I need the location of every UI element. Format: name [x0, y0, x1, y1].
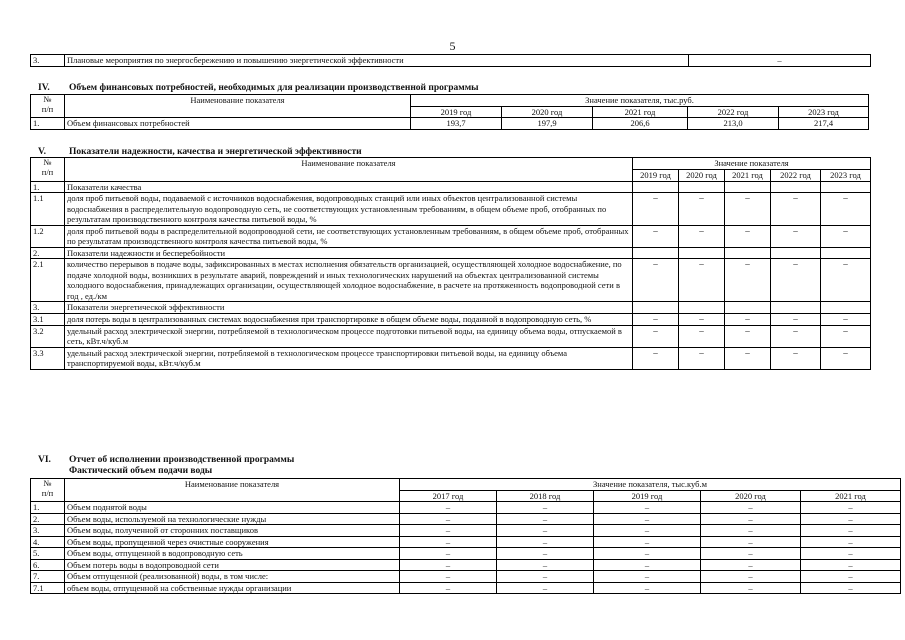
s5-header-value: Значение показателя: [633, 158, 871, 170]
s6-year-0: 2017 год: [400, 490, 497, 502]
s5-row-value: –: [821, 225, 871, 247]
s5-row-label: удельный расход электрической энергии, потребляемой в технологическом процессе подготовки питьевой воды, на единицу объема воды, отпускаемой в сеть, кВт.ч/куб.м: [65, 325, 633, 347]
s5-empty-cell: [771, 302, 821, 314]
table-row: [31, 225, 871, 247]
s6-row-value: –: [594, 559, 701, 571]
s5-empty-cell: [679, 247, 725, 259]
section-6-number: VI.: [38, 455, 51, 465]
s5-row-label: количество перерывов в подаче воды, зафиксированных в местах исполнения обязательств организацией, осуществляющей холодное водоснабжение, по подаче холодной воды, возникших в результате аварий, повреждений и иных технологических нарушений на объектах централизованной системы холодного водоснабжения, принадлежащих организации, осуществляющей холодное водоснабжение, в расчете на протяженность водопроводной сети в год , ед./км: [65, 259, 633, 302]
s4-year-4: 2023 год: [779, 106, 869, 118]
s5-empty-cell: [821, 181, 871, 193]
group-row: [31, 247, 871, 259]
s6-row-value: –: [701, 582, 801, 594]
s5-empty-cell: [725, 247, 771, 259]
s5-row-num: 3.3: [31, 347, 65, 369]
s5-row-value: –: [679, 325, 725, 347]
s5-empty-cell: [771, 181, 821, 193]
s5-row-value: –: [679, 347, 725, 369]
table-row: [31, 548, 901, 560]
s6-row-value: –: [801, 582, 901, 594]
s5-header-num-text: № п/п: [41, 157, 54, 177]
s5-row-label: удельный расход электрической энергии, потребляемой в технологическом процессе транспортировки питьевой воды, на единицу объема транспортируемой воды, кВт.ч/куб.м: [65, 347, 633, 369]
s4-header-name: Наименование показателя: [65, 95, 411, 118]
s5-empty-cell: [821, 247, 871, 259]
s5-row-num: 2.: [31, 247, 65, 259]
s6-row-value: –: [801, 559, 901, 571]
s4-row-num: 1.: [31, 118, 65, 130]
s6-row-value: –: [497, 559, 594, 571]
s5-row-value: –: [821, 259, 871, 302]
s4-value-1: 197,9: [502, 118, 593, 130]
s6-year-1: 2018 год: [497, 490, 594, 502]
table-row: [31, 193, 871, 226]
section-6-title: Отчет об исполнении производственной программы: [69, 455, 295, 465]
s6-row-num: 1.: [31, 502, 65, 514]
s6-row-value: –: [497, 571, 594, 583]
s5-empty-cell: [821, 302, 871, 314]
s6-year-3: 2020 год: [701, 490, 801, 502]
s5-row-value: –: [679, 225, 725, 247]
s5-row-value: –: [725, 225, 771, 247]
s5-header-num: [31, 158, 65, 182]
s6-row-num: 5.: [31, 548, 65, 560]
s5-year-2: 2021 год: [725, 169, 771, 181]
page-number: 5: [449, 39, 456, 53]
s5-row-value: –: [725, 259, 771, 302]
s5-year-1: 2020 год: [679, 169, 725, 181]
s6-row-value: –: [400, 548, 497, 560]
table-row: [31, 559, 901, 571]
s6-row-value: –: [701, 525, 801, 537]
s6-row-label: Объем поднятой воды: [65, 502, 400, 514]
table-row: [31, 582, 901, 594]
s5-row-value: –: [725, 347, 771, 369]
s6-row-value: –: [400, 502, 497, 514]
table-row: [31, 502, 901, 514]
s6-row-label: Объем воды, отпущенной в водопроводную сеть: [65, 548, 400, 560]
s4-value-0: 193,7: [411, 118, 502, 130]
s5-row-value: –: [679, 259, 725, 302]
s5-year-0: 2019 год: [633, 169, 679, 181]
s6-row-value: –: [801, 548, 901, 560]
s6-row-num: 7.1: [31, 582, 65, 594]
s5-row-value: –: [725, 325, 771, 347]
s5-empty-cell: [633, 247, 679, 259]
section-6-table: [30, 478, 901, 594]
s6-row-value: –: [400, 582, 497, 594]
s5-row-value: –: [771, 259, 821, 302]
s5-row-value: –: [633, 347, 679, 369]
table-row: [31, 571, 901, 583]
s6-row-value: –: [701, 513, 801, 525]
s5-row-value: –: [771, 313, 821, 325]
s6-row-value: –: [801, 502, 901, 514]
s6-row-value: –: [594, 513, 701, 525]
s6-row-value: –: [801, 536, 901, 548]
section-5-title: Показатели надежности, качества и энергетической эффективности: [69, 147, 362, 157]
s6-row-label: Объем потерь воды в водопроводной сети: [65, 559, 400, 571]
s6-row-value: –: [497, 513, 594, 525]
table-row: [31, 536, 901, 548]
s6-header-num: [31, 479, 65, 502]
s5-row-num: 3.2: [31, 325, 65, 347]
s5-empty-cell: [771, 247, 821, 259]
s6-header-num-text: № п/п: [41, 478, 54, 498]
s5-row-value: –: [633, 313, 679, 325]
s5-empty-cell: [725, 181, 771, 193]
top-row-table: [30, 54, 871, 67]
s4-header-value: Значение показателя, тыс.руб.: [411, 95, 869, 107]
s6-row-value: –: [801, 513, 901, 525]
s6-header-name: Наименование показателя: [65, 479, 400, 502]
s4-header-num-text: № п/п: [41, 94, 54, 114]
s6-row-value: –: [400, 525, 497, 537]
section-6-subtitle: Фактический объем подачи воды: [69, 466, 213, 476]
s4-year-2: 2021 год: [593, 106, 688, 118]
s6-row-value: –: [594, 582, 701, 594]
s6-row-value: –: [801, 525, 901, 537]
s6-row-label: Объем отпущенной (реализованной) воды, в том числе:: [65, 571, 400, 583]
s6-row-num: 6.: [31, 559, 65, 571]
top-row-num: 3.: [31, 55, 65, 67]
s5-row-value: –: [771, 347, 821, 369]
s5-row-value: –: [771, 193, 821, 226]
s6-row-num: 7.: [31, 571, 65, 583]
s6-row-value: –: [400, 513, 497, 525]
table-row: [31, 259, 871, 302]
s6-row-value: –: [801, 571, 901, 583]
group-row: [31, 302, 871, 314]
s6-year-4: 2021 год: [801, 490, 901, 502]
s5-row-num: 2.1: [31, 259, 65, 302]
section-4-title: Объем финансовых потребностей, необходимых для реализации производственной программы: [69, 83, 479, 93]
s5-group-label: Показатели качества: [65, 181, 633, 193]
s6-row-value: –: [701, 559, 801, 571]
s5-row-value: –: [821, 313, 871, 325]
s4-year-0: 2019 год: [411, 106, 502, 118]
s6-row-value: –: [701, 548, 801, 560]
table-row: [31, 525, 901, 537]
section-5-table: [30, 157, 871, 370]
s6-row-value: –: [594, 571, 701, 583]
s5-row-num: 1.2: [31, 225, 65, 247]
s5-row-label: доля потерь воды в централизованных системах водоснабжения при транспортировке в общем объеме воды, поданной в водопроводную сеть, %: [65, 313, 633, 325]
s5-row-value: –: [725, 313, 771, 325]
s5-empty-cell: [633, 181, 679, 193]
s6-row-value: –: [400, 571, 497, 583]
s6-row-value: –: [400, 536, 497, 548]
s5-year-4: 2023 год: [821, 169, 871, 181]
s5-group-label: Показатели энергетической эффективности: [65, 302, 633, 314]
table-row: [31, 513, 901, 525]
s6-row-value: –: [594, 548, 701, 560]
s4-value-2: 206,6: [593, 118, 688, 130]
s4-row-label: Объем финансовых потребностей: [65, 118, 411, 130]
s5-row-value: –: [679, 313, 725, 325]
s4-year-3: 2022 год: [688, 106, 779, 118]
s5-empty-cell: [679, 302, 725, 314]
s6-row-value: –: [701, 571, 801, 583]
s5-row-num: 3.1: [31, 313, 65, 325]
section-5-number: V.: [38, 147, 47, 157]
s4-header-num: [31, 95, 65, 118]
s5-empty-cell: [633, 302, 679, 314]
s5-row-value: –: [633, 193, 679, 226]
s5-row-value: –: [633, 225, 679, 247]
s5-year-3: 2022 год: [771, 169, 821, 181]
s6-row-num: 2.: [31, 513, 65, 525]
section-4-number: IV.: [38, 83, 50, 93]
s6-row-label: объем воды, отпущенной на собственные нужды организации: [65, 582, 400, 594]
s6-row-value: –: [400, 559, 497, 571]
s5-row-value: –: [821, 347, 871, 369]
top-row-label: Плановые мероприятия по энергосбережению и повышению энергетической эффективности: [65, 55, 689, 67]
section-4-table: [30, 94, 869, 130]
s5-row-value: –: [821, 193, 871, 226]
s5-row-num: 3.: [31, 302, 65, 314]
s6-row-value: –: [497, 548, 594, 560]
s5-row-value: –: [725, 193, 771, 226]
s6-row-value: –: [594, 525, 701, 537]
s4-year-1: 2020 год: [502, 106, 593, 118]
table-row: [31, 313, 871, 325]
s5-row-num: 1.1: [31, 193, 65, 226]
s6-row-value: –: [497, 536, 594, 548]
s5-row-value: –: [771, 325, 821, 347]
s5-empty-cell: [679, 181, 725, 193]
s4-value-4: 217,4: [779, 118, 869, 130]
s6-row-value: –: [594, 502, 701, 514]
s6-row-value: –: [497, 525, 594, 537]
table-row: [31, 347, 871, 369]
s5-row-label: доля проб питьевой воды в распределительной водопроводной сети, не соответствующих установленным требованиям, в общем объеме проб, отобранных по результатам производственного контроля качества питьевой воды, %: [65, 225, 633, 247]
table-row: [31, 325, 871, 347]
s6-row-value: –: [497, 582, 594, 594]
s6-row-value: –: [701, 536, 801, 548]
s5-group-label: Показатели надежности и бесперебойности: [65, 247, 633, 259]
s6-row-value: –: [701, 502, 801, 514]
s6-row-label: Объем воды, используемой на технологические нужды: [65, 513, 400, 525]
s4-value-3: 213,0: [688, 118, 779, 130]
s5-row-value: –: [771, 225, 821, 247]
s5-row-value: –: [821, 325, 871, 347]
s6-row-value: –: [497, 502, 594, 514]
s6-row-num: 3.: [31, 525, 65, 537]
s5-row-value: –: [633, 325, 679, 347]
s5-row-value: –: [679, 193, 725, 226]
s5-empty-cell: [725, 302, 771, 314]
s5-row-value: –: [633, 259, 679, 302]
group-row: [31, 181, 871, 193]
s5-row-label: доля проб питьевой воды, подаваемой с источников водоснабжения, водопроводных станций или иных объектов централизованной системы водоснабжения в распределительную водопроводную сеть, не соответствующих установленным требованиям, в общем объеме проб, отобранных по результатам производственного контроля качества питьевой воды, %: [65, 193, 633, 226]
s6-year-2: 2019 год: [594, 490, 701, 502]
top-row-value: –: [689, 55, 871, 67]
s6-row-num: 4.: [31, 536, 65, 548]
s6-row-label: Объем воды, полученной от сторонних поставщиков: [65, 525, 400, 537]
s6-row-value: –: [594, 536, 701, 548]
s6-header-value: Значение показателя, тыс.куб.м: [400, 479, 901, 491]
s6-row-label: Объем воды, пропущенной через очистные сооружения: [65, 536, 400, 548]
s5-header-name: Наименование показателя: [65, 158, 633, 182]
s5-row-num: 1.: [31, 181, 65, 193]
